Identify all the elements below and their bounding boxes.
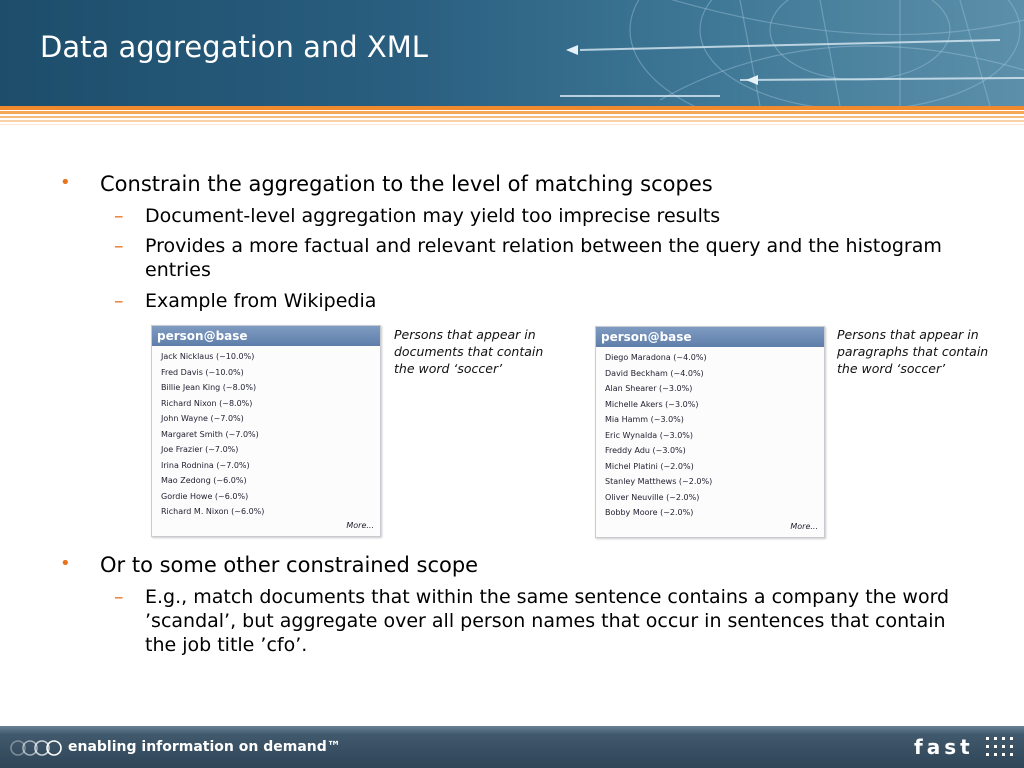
header-banner (0, 0, 1024, 106)
dash-icon: – (114, 586, 124, 608)
person-list-item[interactable]: Mao Zedong (~6.0%) (161, 476, 247, 485)
rings-logo-icon (10, 739, 66, 757)
panel-caption: Persons that appear in documents that contain the word ‘soccer’ (394, 327, 544, 376)
person-facet-panel-documents (151, 325, 381, 537)
person-list-item[interactable]: Richard M. Nixon (~6.0%) (161, 507, 265, 516)
person-list-item[interactable]: Jack Nicklaus (~10.0%) (161, 352, 255, 361)
person-list-item[interactable]: Michelle Akers (~3.0%) (605, 399, 699, 409)
sub-bullet-text: Provides a more factual and relevant relation between the query and the histogram entries (145, 235, 942, 281)
person-list-item[interactable]: Richard Nixon (~8.0%) (161, 398, 253, 408)
person-list-item[interactable]: Fred Davis (~10.0%) (161, 367, 244, 377)
dash-icon: – (114, 290, 124, 312)
dot-grid-logo-icon (984, 735, 1014, 761)
bullet-text: Or to some other constrained scope (100, 553, 479, 577)
dash-icon: – (114, 235, 124, 257)
person-list-item[interactable]: Diego Maradona (~4.0%) (605, 353, 707, 362)
footer-bar (0, 726, 1024, 768)
person-list-item[interactable]: David Beckham (~4.0%) (605, 368, 704, 378)
person-list-item[interactable]: Eric Wynalda (~3.0%) (605, 430, 693, 440)
person-list-item[interactable]: Mia Hamm (~3.0%) (605, 415, 684, 424)
sub-bullet-text: E.g., match documents that within the same sentence contains a company the word ’scandal’, but aggregate over all person names that occur in sentences that contain the job title ’cfo’. (145, 586, 950, 656)
person-list (605, 350, 712, 521)
more-link[interactable]: More... (346, 521, 374, 530)
person-list-item[interactable]: Irina Rodnina (~7.0%) (161, 460, 250, 470)
person-list-item[interactable]: Alan Shearer (~3.0%) (605, 384, 693, 393)
fast-logo: fast (914, 735, 974, 759)
person-list-item[interactable]: Michel Platini (~2.0%) (605, 461, 694, 471)
dash-icon: – (114, 205, 124, 227)
person-list-item[interactable]: Bobby Moore (~2.0%) (605, 508, 694, 517)
sub-bullet-text: Example from Wikipedia (145, 290, 377, 312)
panel-header: person@base (596, 327, 824, 347)
person-facet-panel-paragraphs (595, 326, 825, 538)
person-list-item[interactable]: Billie Jean King (~8.0%) (161, 383, 257, 392)
panel-header: person@base (152, 326, 380, 346)
person-list-item[interactable]: Freddy Adu (~3.0%) (605, 446, 686, 455)
sub-bullet-text: Document-level aggregation may yield too imprecise results (145, 205, 721, 227)
person-list-item[interactable]: Stanley Matthews (~2.0%) (605, 477, 713, 486)
header-orange-stripes (0, 106, 1024, 128)
panel-caption: Persons that appear in paragraphs that contain the word ‘soccer’ (837, 327, 989, 376)
person-list-item[interactable]: Joe Frazier (~7.0%) (161, 445, 239, 454)
person-list-item[interactable]: Gordie Howe (~6.0%) (161, 491, 249, 501)
person-list-item[interactable]: Margaret Smith (~7.0%) (161, 429, 259, 439)
more-link[interactable]: More... (790, 522, 818, 531)
footer-tagline: enabling information on demand™ (68, 739, 341, 755)
page-title: Data aggregation and XML (40, 30, 428, 64)
bullet-icon: • (60, 553, 71, 574)
person-list (161, 349, 264, 520)
person-list-item[interactable]: John Wayne (~7.0%) (161, 414, 244, 423)
person-list-item[interactable]: Oliver Neuville (~2.0%) (605, 492, 700, 502)
bullet-icon: • (60, 172, 71, 193)
bullet-text: Constrain the aggregation to the level of matching scopes (100, 172, 713, 196)
